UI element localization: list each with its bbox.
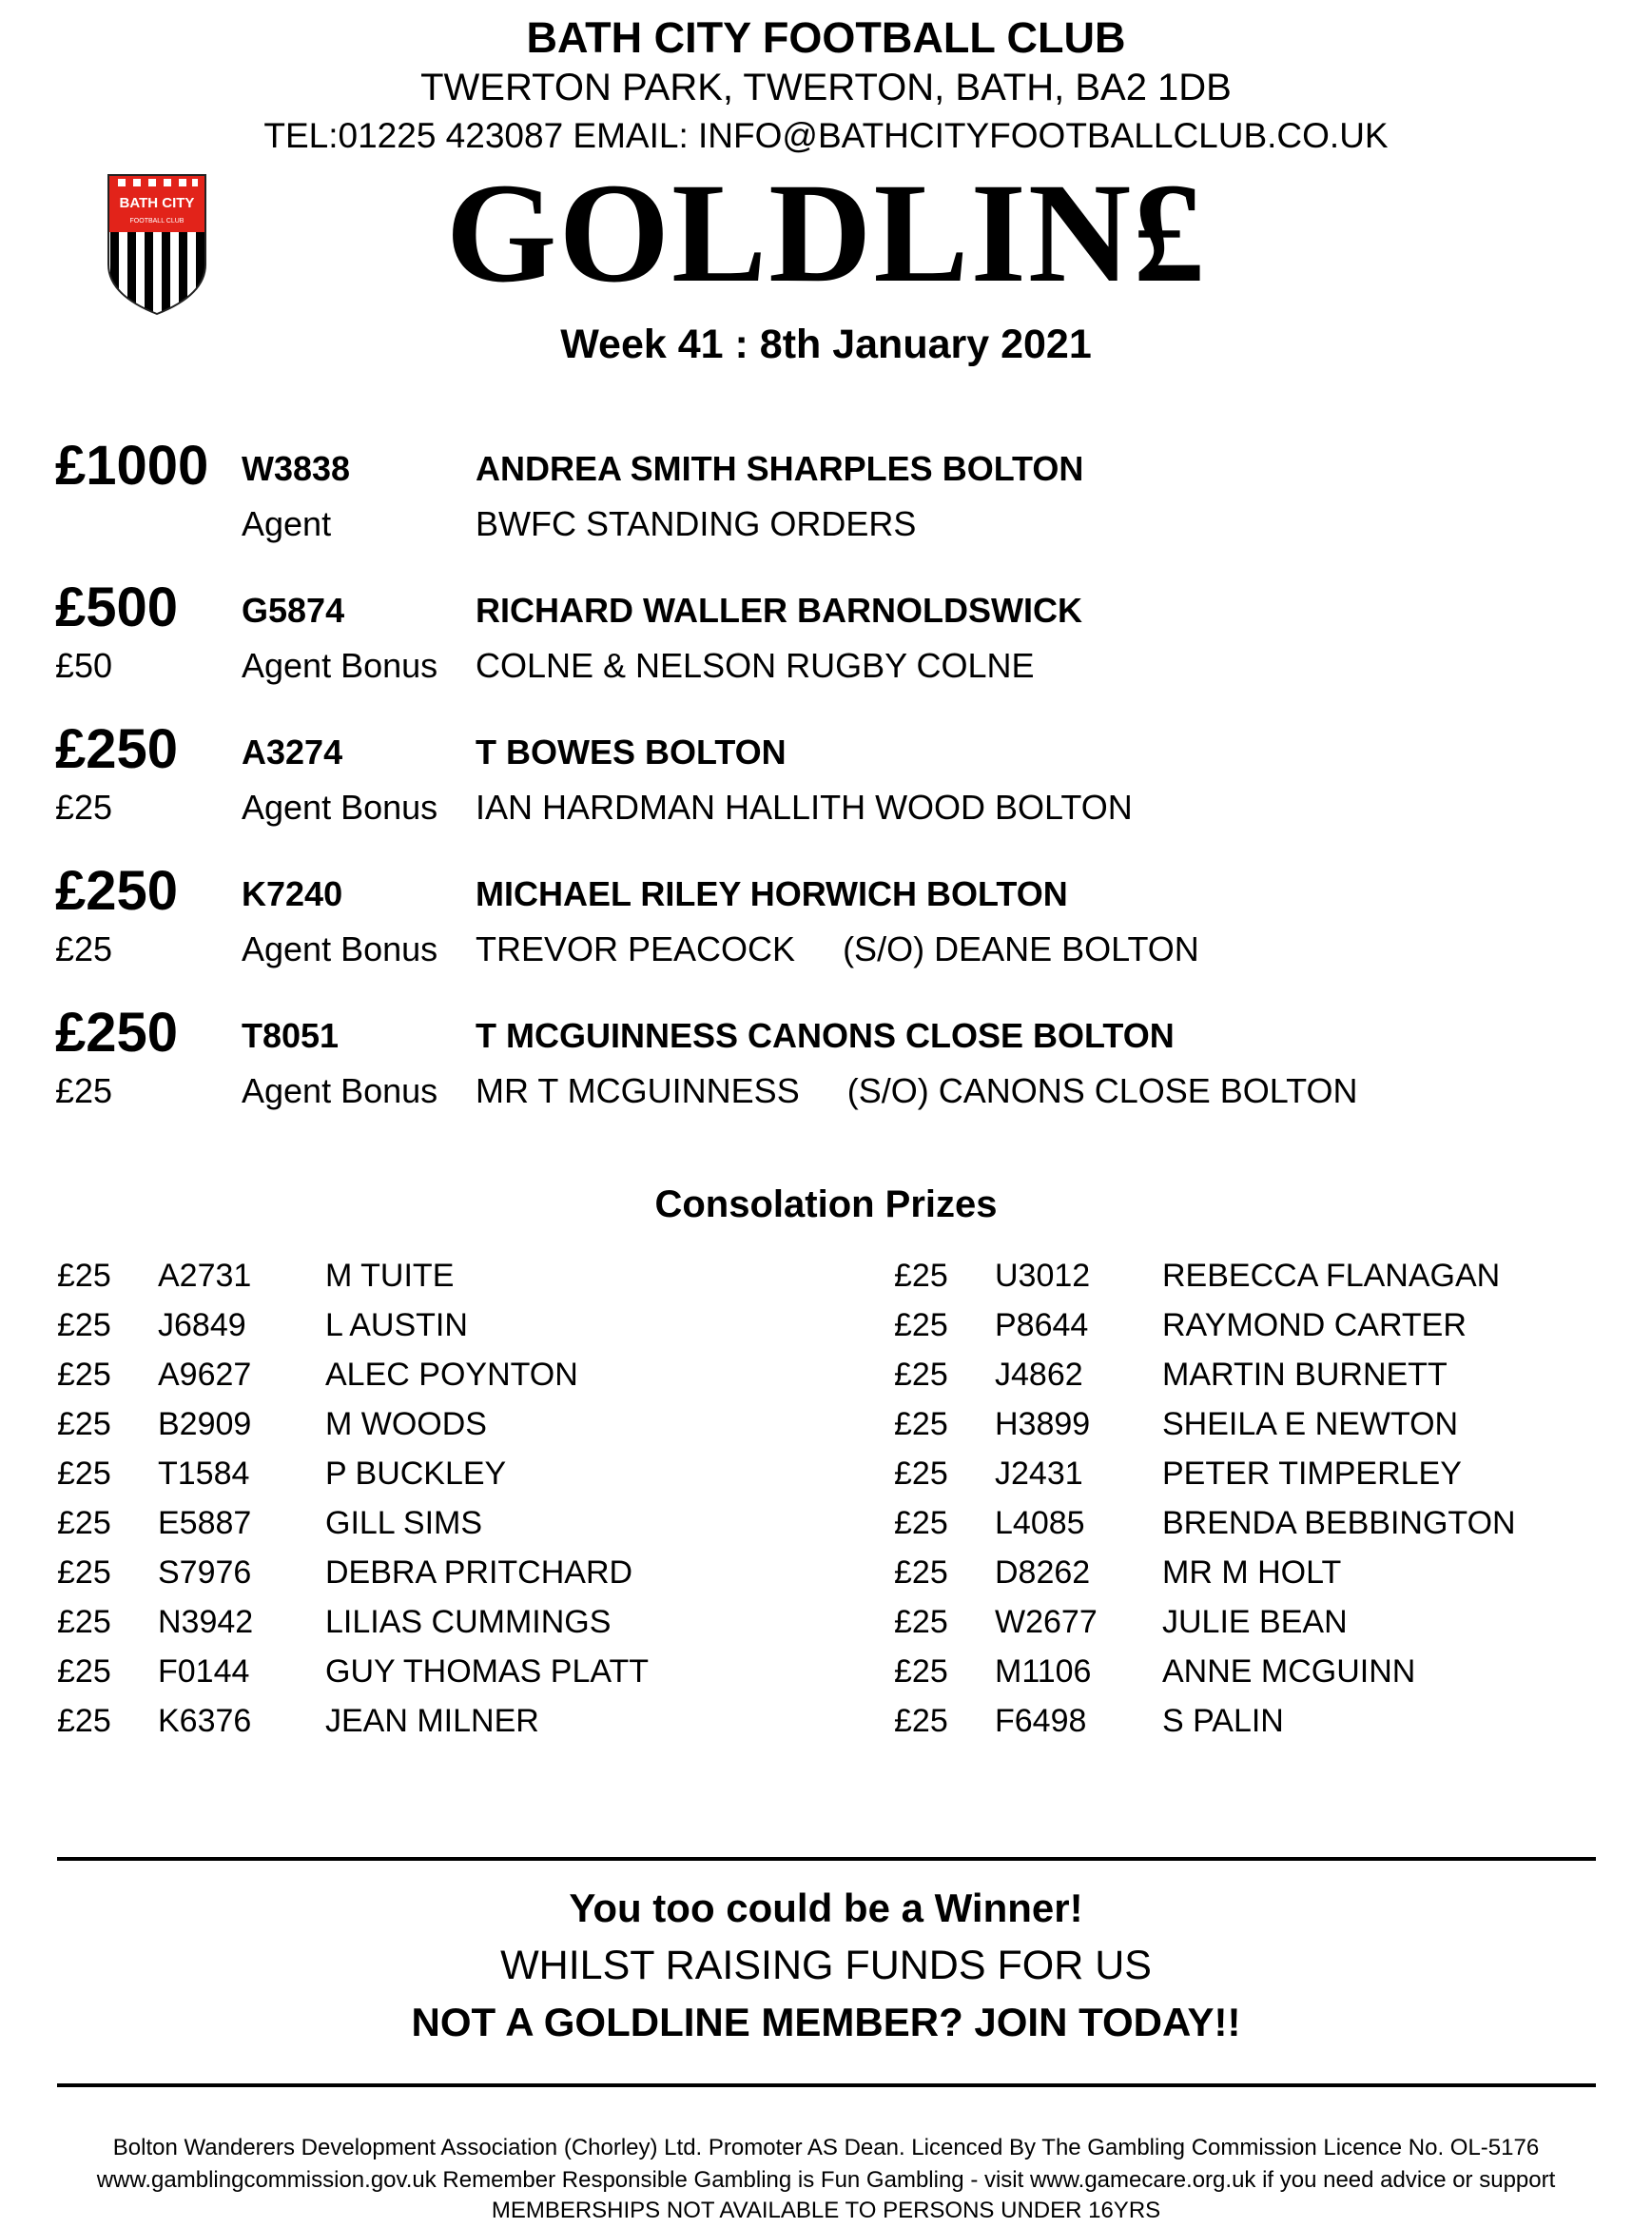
divider-bottom [57,2083,1596,2087]
footer-licence: Bolton Wanderers Development Association (Chorley) Ltd. Promoter AS Dean. Licenced By The Gambling Commission Licence No. OL-5176 [112,2135,1540,2160]
consolation-row [57,1653,818,1703]
winner-name: RICHARD WALLER BARNOLDSWICK [476,591,1082,630]
consolation-name: PETER TIMPERLEY [1162,1456,1462,1492]
consolation-amount: £25 [894,1604,948,1640]
consolation-ticket: F6498 [995,1703,1087,1739]
consolation-name: GUY THOMAS PLATT [325,1653,650,1690]
winner-name: T BOWES BOLTON [476,733,787,772]
consolation-ticket: J4862 [995,1357,1083,1393]
agent-name: COLNE & NELSON RUGBY COLNE [476,646,1035,685]
consolation-amount: £25 [57,1357,111,1393]
consolation-ticket: D8262 [995,1554,1091,1591]
consolation-amount: £25 [57,1307,111,1343]
consolation-name: SHEILA E NEWTON [1162,1406,1459,1442]
consolation-amount: £25 [894,1406,948,1442]
consolation-name: JULIE BEAN [1162,1604,1348,1640]
consolation-name: ALEC POYNTON [325,1357,578,1393]
cta-winner: You too could be a Winner! [569,1886,1083,1930]
club-address: TWERTON PARK, TWERTON, BATH, BA2 1DB [420,67,1232,108]
consolation-amount: £25 [57,1554,111,1591]
consolation-ticket: F0144 [158,1653,250,1690]
consolation-ticket: T1584 [158,1456,250,1492]
consolation-list-right [894,1258,1652,1752]
consolation-ticket: W2677 [995,1604,1098,1640]
consolation-row [894,1406,1652,1456]
consolation-row [894,1357,1652,1406]
agent-label: Agent Bonus [242,788,438,827]
agent-label: Agent Bonus [242,1071,438,1110]
consolation-name: GILL SIMS [325,1505,483,1541]
consolation-amount: £25 [894,1653,948,1690]
consolation-amount: £25 [57,1505,111,1541]
consolation-amount: £25 [894,1505,948,1541]
agent-label: Agent [242,504,332,543]
agent-name: IAN HARDMAN HALLITH WOOD BOLTON [476,788,1133,827]
agent-label: Agent Bonus [242,929,438,968]
consolation-row [894,1653,1652,1703]
consolation-name: JEAN MILNER [325,1703,539,1739]
consolation-title: Consolation Prizes [654,1183,998,1225]
agent-bonus-amount: £50 [55,646,113,685]
consolation-ticket: P8644 [995,1307,1089,1343]
consolation-ticket: M1106 [995,1653,1092,1690]
winner-name: T MCGUINNESS CANONS CLOSE BOLTON [476,1016,1175,1055]
consolation-amount: £25 [894,1456,948,1492]
consolation-amount: £25 [57,1604,111,1640]
goldline-title: GOLDLIN£ [445,154,1207,312]
consolation-row [57,1307,818,1357]
prize-amount: £250 [55,718,179,780]
main-prize-row [0,577,1652,705]
prize-amount: £250 [55,860,179,922]
consolation-name: LILIAS CUMMINGS [325,1604,612,1640]
prize-amount: £250 [55,1002,179,1064]
consolation-row [894,1456,1652,1505]
agent-bonus-amount: £25 [55,1071,113,1110]
agent-bonus-amount: £25 [55,788,113,827]
agent-name: MR T MCGUINNESS (S/O) CANONS CLOSE BOLTON [476,1071,1358,1110]
agent-label: Agent Bonus [242,646,438,685]
consolation-name: BRENDA BEBBINGTON [1162,1505,1516,1541]
prize-amount: £1000 [55,435,209,497]
consolation-ticket: J6849 [158,1307,246,1343]
consolation-row [57,1703,818,1752]
consolation-name: M WOODS [325,1406,487,1442]
consolation-amount: £25 [57,1258,111,1294]
consolation-name: DEBRA PRITCHARD [325,1554,633,1591]
consolation-ticket: A9627 [158,1357,252,1393]
consolation-row [894,1554,1652,1604]
consolation-name: MARTIN BURNETT [1162,1357,1448,1393]
consolation-row [57,1406,818,1456]
agent-bonus-amount: £25 [55,929,113,968]
consolation-row [894,1703,1652,1752]
consolation-ticket: B2909 [158,1406,252,1442]
crest-text-bottom: FOOTBALL CLUB [129,218,185,225]
footer-age-notice: MEMBERSHIPS NOT AVAILABLE TO PERSONS UNDER 16YRS [491,2198,1161,2223]
consolation-row [57,1456,818,1505]
main-prize-row [0,1002,1652,1130]
consolation-amount: £25 [57,1703,111,1739]
main-prize-row [0,718,1652,847]
consolation-name: ANNE MCGUINN [1162,1653,1416,1690]
consolation-ticket: S7976 [158,1554,252,1591]
consolation-name: M TUITE [325,1258,455,1294]
main-prize-row [0,435,1652,563]
consolation-name: S PALIN [1162,1703,1284,1739]
consolation-name: MR M HOLT [1162,1554,1342,1591]
consolation-amount: £25 [57,1456,111,1492]
consolation-ticket: K6376 [158,1703,252,1739]
consolation-ticket: H3899 [995,1406,1091,1442]
consolation-name: RAYMOND CARTER [1162,1307,1467,1343]
consolation-amount: £25 [894,1703,948,1739]
consolation-row [894,1505,1652,1554]
divider-top [57,1857,1596,1861]
consolation-amount: £25 [57,1406,111,1442]
agent-name: BWFC STANDING ORDERS [476,504,917,543]
week-date: Week 41 : 8th January 2021 [560,322,1092,367]
ticket-number: G5874 [242,591,345,630]
consolation-row [57,1258,818,1307]
agent-name: TREVOR PEACOCK (S/O) DEANE BOLTON [476,929,1199,968]
consolation-ticket: J2431 [995,1456,1083,1492]
consolation-amount: £25 [894,1357,948,1393]
consolation-row [894,1307,1652,1357]
winner-name: ANDREA SMITH SHARPLES BOLTON [476,449,1084,488]
club-contact: TEL:01225 423087 EMAIL: INFO@BATHCITYFOOTBALLCLUB.CO.UK [263,116,1389,155]
consolation-row [894,1258,1652,1307]
consolation-amount: £25 [894,1258,948,1294]
ticket-number: T8051 [242,1016,340,1055]
consolation-ticket: N3942 [158,1604,254,1640]
ticket-number: A3274 [242,733,343,772]
footer-responsible-gambling: www.gamblingcommission.gov.uk Remember Responsible Gambling is Fun Gambling - visit www.gamecare.org.uk if you need advice or support [96,2167,1556,2193]
consolation-ticket: L4085 [995,1505,1085,1541]
consolation-ticket: A2731 [158,1258,252,1294]
consolation-list-left [57,1258,818,1752]
consolation-row [894,1604,1652,1653]
consolation-row [57,1604,818,1653]
consolation-row [57,1357,818,1406]
cta-join: NOT A GOLDLINE MEMBER? JOIN TODAY!! [411,2000,1241,2044]
consolation-amount: £25 [894,1307,948,1343]
ticket-number: K7240 [242,874,343,913]
consolation-name: L AUSTIN [325,1307,468,1343]
consolation-row [57,1554,818,1604]
main-prize-row [0,860,1652,988]
consolation-name: REBECCA FLANAGAN [1162,1258,1501,1294]
winner-name: MICHAEL RILEY HORWICH BOLTON [476,874,1068,913]
consolation-name: P BUCKLEY [325,1456,507,1492]
club-name: BATH CITY FOOTBALL CLUB [526,13,1126,62]
prize-amount: £500 [55,577,179,638]
consolation-row [57,1505,818,1554]
consolation-ticket: U3012 [995,1258,1091,1294]
consolation-amount: £25 [57,1653,111,1690]
crest-text-top: BATH CITY [119,195,195,211]
cta-funds: WHILST RAISING FUNDS FOR US [500,1943,1152,1988]
consolation-amount: £25 [894,1554,948,1591]
ticket-number: W3838 [242,449,351,488]
consolation-ticket: E5887 [158,1505,252,1541]
